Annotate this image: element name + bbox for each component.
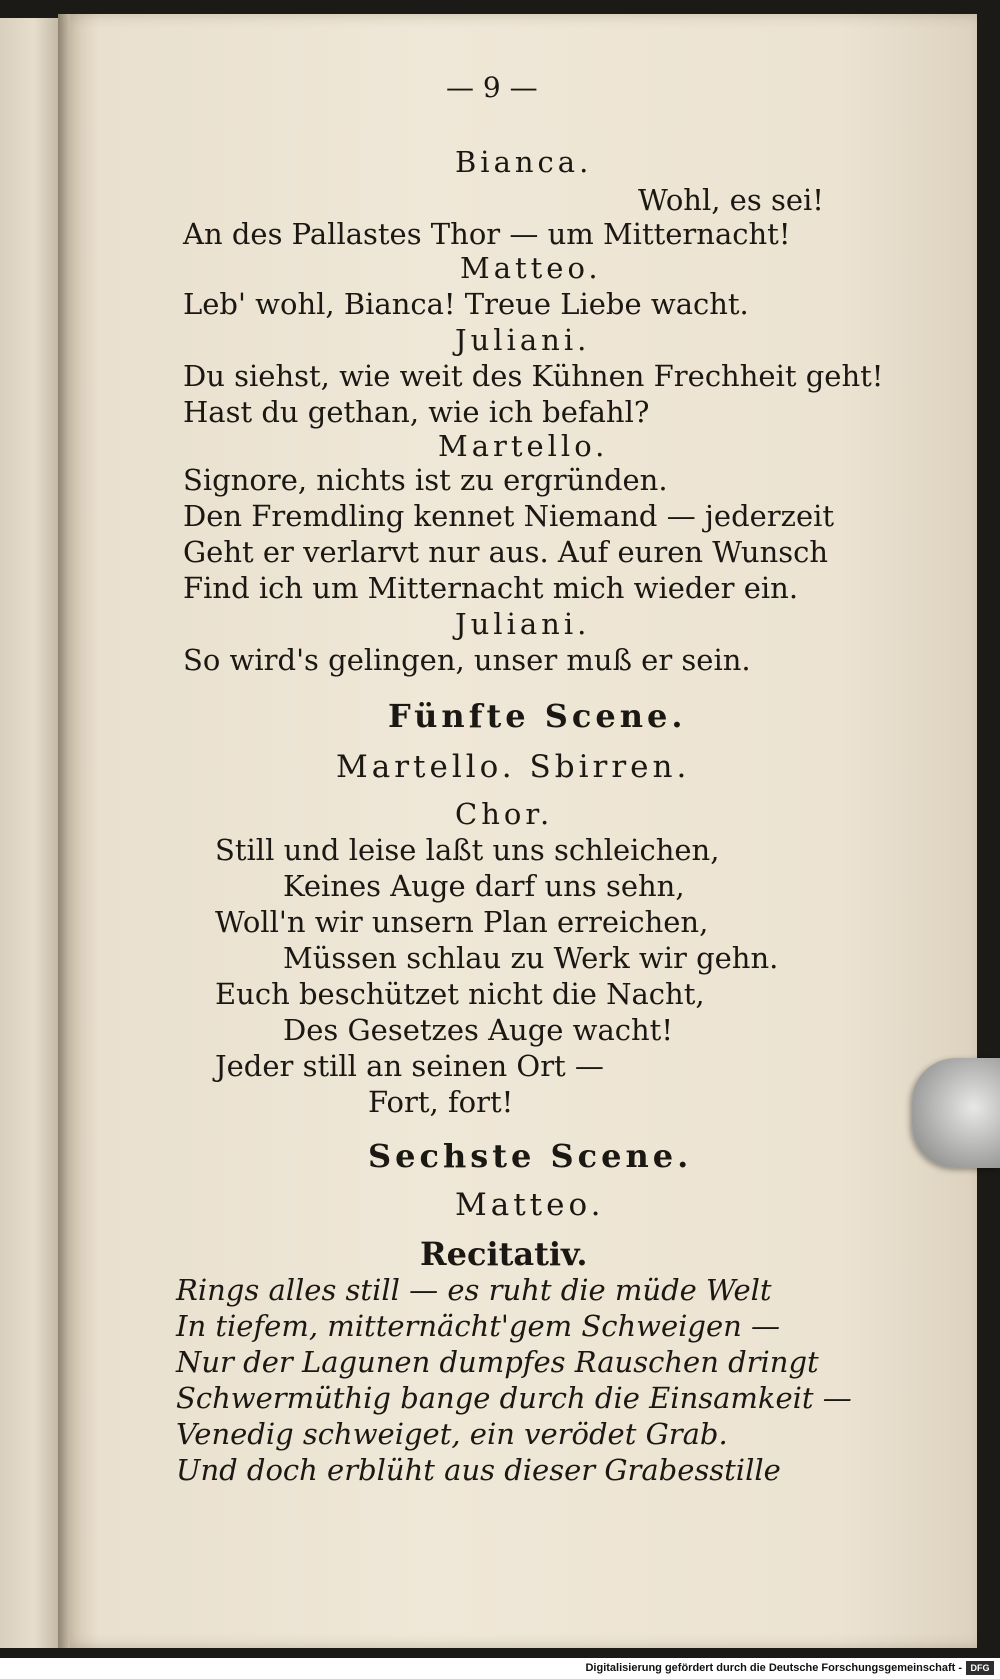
verse-line: Still und leise laßt uns schleichen, [215, 833, 720, 867]
verse-line: Jeder still an seinen Ort — [215, 1049, 604, 1083]
text-line: So wird's gelingen, unser muß er sein. [183, 643, 751, 677]
verse-line: Woll'n wir unsern Plan erreichen, [215, 905, 709, 939]
text-line: Leb' wohl, Bianca! Treue Liebe wacht. [183, 287, 749, 321]
recitativ-line: Nur der Lagunen dumpfes Rauschen dringt [176, 1345, 819, 1379]
recitativ-line: In tiefem, mitternächt'gem Schweigen — [176, 1309, 781, 1343]
speaker-chor: Chor. [455, 797, 554, 831]
speaker-juliani: Juliani. [455, 607, 591, 641]
text-line: Wohl, es sei! [638, 183, 824, 217]
text-line: Den Fremdling kennet Niemand — jederzeit [183, 499, 835, 533]
speaker-matteo: Matteo. [455, 1187, 605, 1223]
text-line: Signore, nichts ist zu ergründen. [183, 463, 668, 497]
speaker-juliani: Juliani. [455, 323, 591, 357]
text-line: Find ich um Mitternacht mich wieder ein. [183, 571, 799, 605]
recitativ-line: Rings alles still — es ruht die müde Welt [176, 1273, 772, 1307]
verse-line: Euch beschützet nicht die Nacht, [215, 977, 705, 1011]
verse-line: Keines Auge darf uns sehn, [283, 869, 685, 903]
scene-heading: Fünfte Scene. [388, 697, 687, 735]
verse-line: Fort, fort! [368, 1085, 514, 1119]
text-line: Hast du gethan, wie ich befahl? [183, 395, 650, 429]
speaker-matteo: Matteo. [460, 251, 602, 285]
speaker-martello: Martello. [438, 429, 609, 463]
text-line: Geht er verlarvt nur aus. Auf euren Wunsch [183, 535, 829, 569]
digitization-footer [0, 1658, 1000, 1679]
recitativ-line: Schwermüthig bange durch die Einsamkeit — [176, 1381, 852, 1415]
scene-heading: Sechste Scene. [368, 1137, 693, 1175]
recitativ-heading: Recitativ. [420, 1235, 588, 1273]
verse-line: Des Gesetzes Auge wacht! [283, 1013, 673, 1047]
text-line: An des Pallastes Thor — um Mitternacht! [183, 217, 791, 251]
verse-line: Müssen schlau zu Werk wir gehn. [283, 941, 779, 975]
text-line: Du siehst, wie weit des Kühnen Frechheit geht! [183, 359, 884, 393]
recitativ-line: Und doch erblüht aus dieser Grabesstille [176, 1453, 781, 1487]
dfg-logo: DFG [966, 1661, 994, 1675]
speaker-bianca: Bianca. [455, 145, 593, 179]
footer-text: Digitalisierung gefördert durch die Deutsche Forschungsgemeinschaft - [585, 1662, 962, 1674]
recitativ-line: Venedig schweiget, ein verödet Grab. [176, 1417, 728, 1451]
page-number: — 9 — [446, 71, 538, 104]
cast-line: Martello. Sbirren. [336, 749, 691, 785]
